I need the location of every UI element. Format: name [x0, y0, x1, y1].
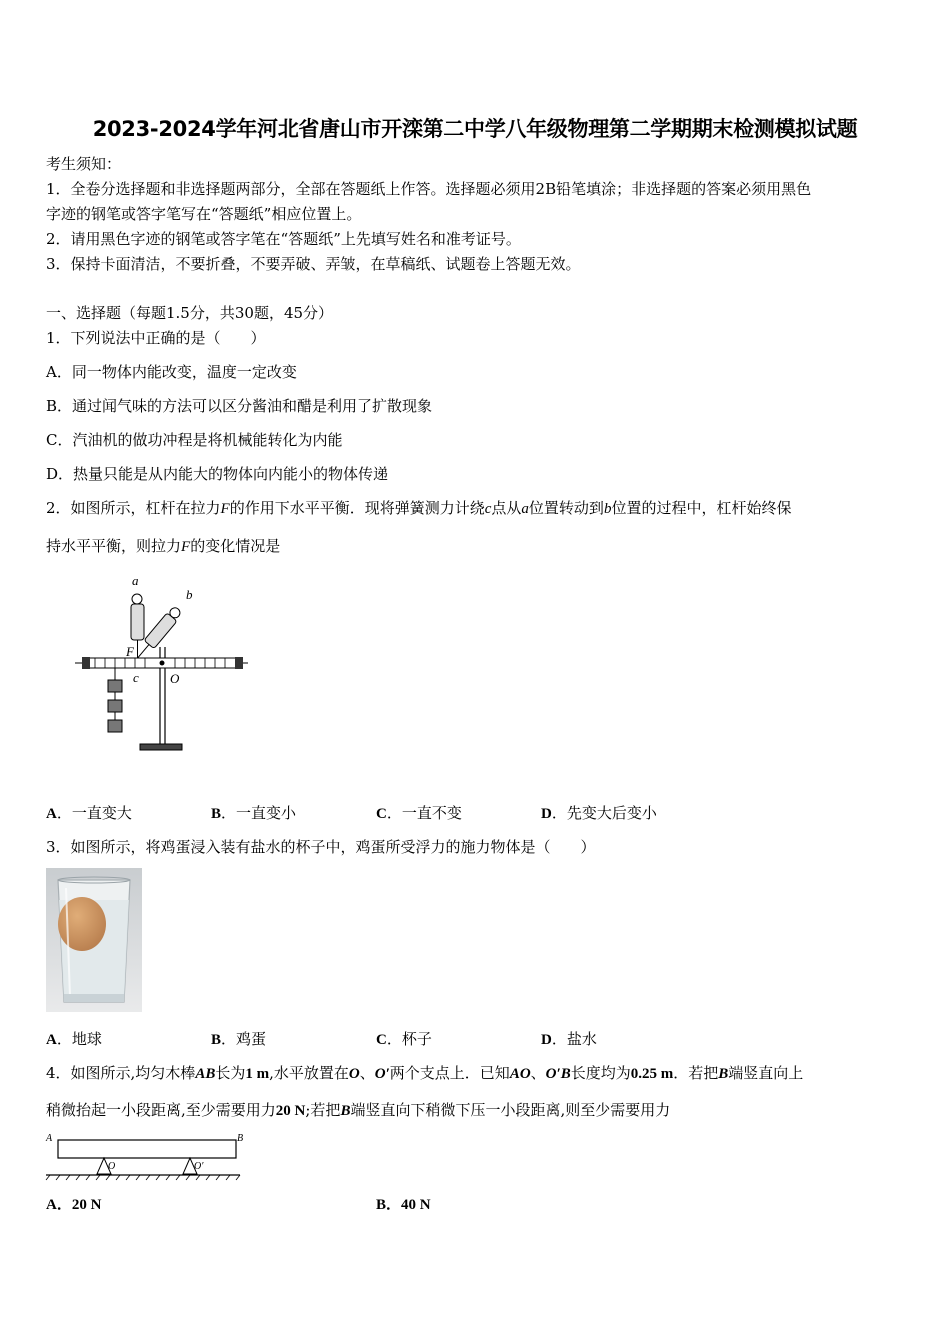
q1-option-d: D．热量只能是从内能大的物体向内能小的物体传递	[46, 465, 389, 483]
q4-fig-label-o: O	[108, 1161, 116, 1172]
q1-stem: 1．下列说法中正确的是（ ）	[46, 329, 266, 347]
notice-item-3: 3．保持卡面清洁，不要折叠，不要弄破、弄皱，在草稿纸、试题卷上答题无效。	[46, 255, 581, 273]
q3-stem: 3．如图所示，将鸡蛋浸入装有盐水的杯子中，鸡蛋所受浮力的施力物体是（ ）	[46, 838, 596, 856]
q3-option-c: C．杯子	[376, 1030, 432, 1048]
q4-fig-label-o2: O′	[194, 1161, 204, 1172]
q4-fig-label-b: B	[237, 1133, 244, 1144]
q4-fig-label-a: A	[46, 1133, 53, 1144]
q2-stem-line1: 2．如图所示，杠杆在拉力F的作用下水平平衡．现将弹簧测力计绕c点从a位置转动到b位置的过程中，杠杆始终保	[46, 499, 792, 517]
notice-item-1a: 1．全卷分选择题和非选择题两部分，全部在答题纸上作答。选择题必须用2B铅笔填涂；非选择题的答案必须用黑色	[46, 180, 812, 198]
q2-option-b: B．一直变小	[211, 804, 297, 822]
notice-heading: 考生须知：	[46, 155, 122, 173]
q2-option-a: A．一直变大	[46, 804, 132, 822]
q2-lever-figure	[70, 572, 255, 757]
page-title: 2023-2024学年河北省唐山市开滦第二中学八年级物理第二学期期末检测模拟试题	[92, 117, 858, 141]
q4-stem-line1: 4．如图所示,均匀木棒AB长为1 m,水平放置在O、O′两个支点上．已知AO、O′B长度均为0.25 m．若把B端竖直向上	[46, 1064, 804, 1082]
q2-fig-label-o: O	[170, 671, 180, 686]
notice-item-2: 2．请用黑色字迹的钢笔或答字笔在“答题纸”上先填写姓名和准考证号。	[46, 230, 521, 248]
q2-fig-label-b: b	[186, 587, 193, 602]
q2-option-d: D．先变大后变小	[541, 804, 657, 822]
q4-option-a: A．20 N	[46, 1197, 102, 1213]
q4-option-b: B．40 N	[376, 1197, 431, 1213]
q2-fig-label-c: c	[133, 670, 139, 685]
q2-fig-label-f: F	[126, 644, 134, 659]
q4-stem-line2: 稍微抬起一小段距离,至少需要用力20 N;若把B端竖直向下稍微下压一小段距离,则至少需要用力	[46, 1101, 671, 1119]
q2-option-c: C．一直不变	[376, 804, 462, 822]
q3-egg-glass-photo	[46, 868, 142, 1012]
section-heading: 一、选择题（每题1.5分，共30题，45分）	[46, 304, 334, 322]
q2-fig-label-a: a	[132, 573, 139, 588]
notice-item-1b: 字迹的钢笔或答字笔写在“答题纸”相应位置上。	[46, 205, 362, 223]
q2-stem-line2: 持水平平衡，则拉力F的变化情况是	[46, 537, 281, 555]
q4-rod-figure	[42, 1130, 252, 1182]
q1-option-a: A．同一物体内能改变，温度一定改变	[46, 363, 297, 381]
q1-option-b: B．通过闻气味的方法可以区分酱油和醋是利用了扩散现象	[46, 397, 433, 415]
q1-option-c: C．汽油机的做功冲程是将机械能转化为内能	[46, 431, 343, 449]
q3-option-b: B．鸡蛋	[211, 1030, 267, 1048]
q3-option-d: D．盐水	[541, 1030, 597, 1048]
q3-option-a: A．地球	[46, 1030, 102, 1048]
